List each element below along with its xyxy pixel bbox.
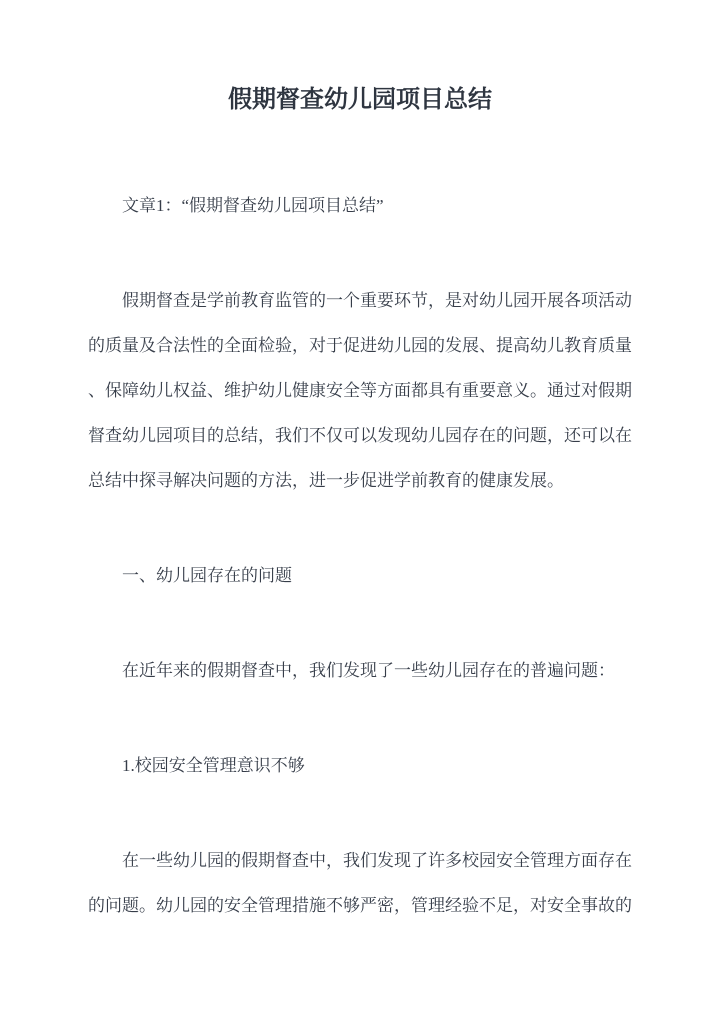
section-lead-paragraph: 在近年来的假期督查中，我们发现了一些幼儿园存在的普遍问题： (122, 661, 615, 680)
subsection-heading-safety-awareness: 1.校园安全管理意识不够 (122, 756, 305, 775)
article-label-paragraph: 文章1：“假期督查幼儿园项目总结” (122, 196, 384, 215)
subsection-paragraph-safety: 在一些幼儿园的假期督查中，我们发现了许多校园安全管理方面存在的问题。幼儿园的安全管理措施不够严密，管理经验不足，对安全事故的 (88, 851, 632, 915)
section-heading-problems: 一、幼儿园存在的问题 (122, 566, 292, 585)
document-title: 假期督查幼儿园项目总结 (228, 87, 492, 113)
intro-paragraph: 假期督查是学前教育监管的一个重要环节，是对幼儿园开展各项活动的质量及合法性的全面检验，对于促进幼儿园的发展、提高幼儿教育质量、保障幼儿权益、维护幼儿健康安全等方面都具有重要意义。通过对假期督查幼儿园项目的总结，我们不仅可以发现幼儿园存在的问题，还可以在总结中探寻解决问题的方法，进一步促进学前教育的健康发展。 (88, 291, 632, 490)
